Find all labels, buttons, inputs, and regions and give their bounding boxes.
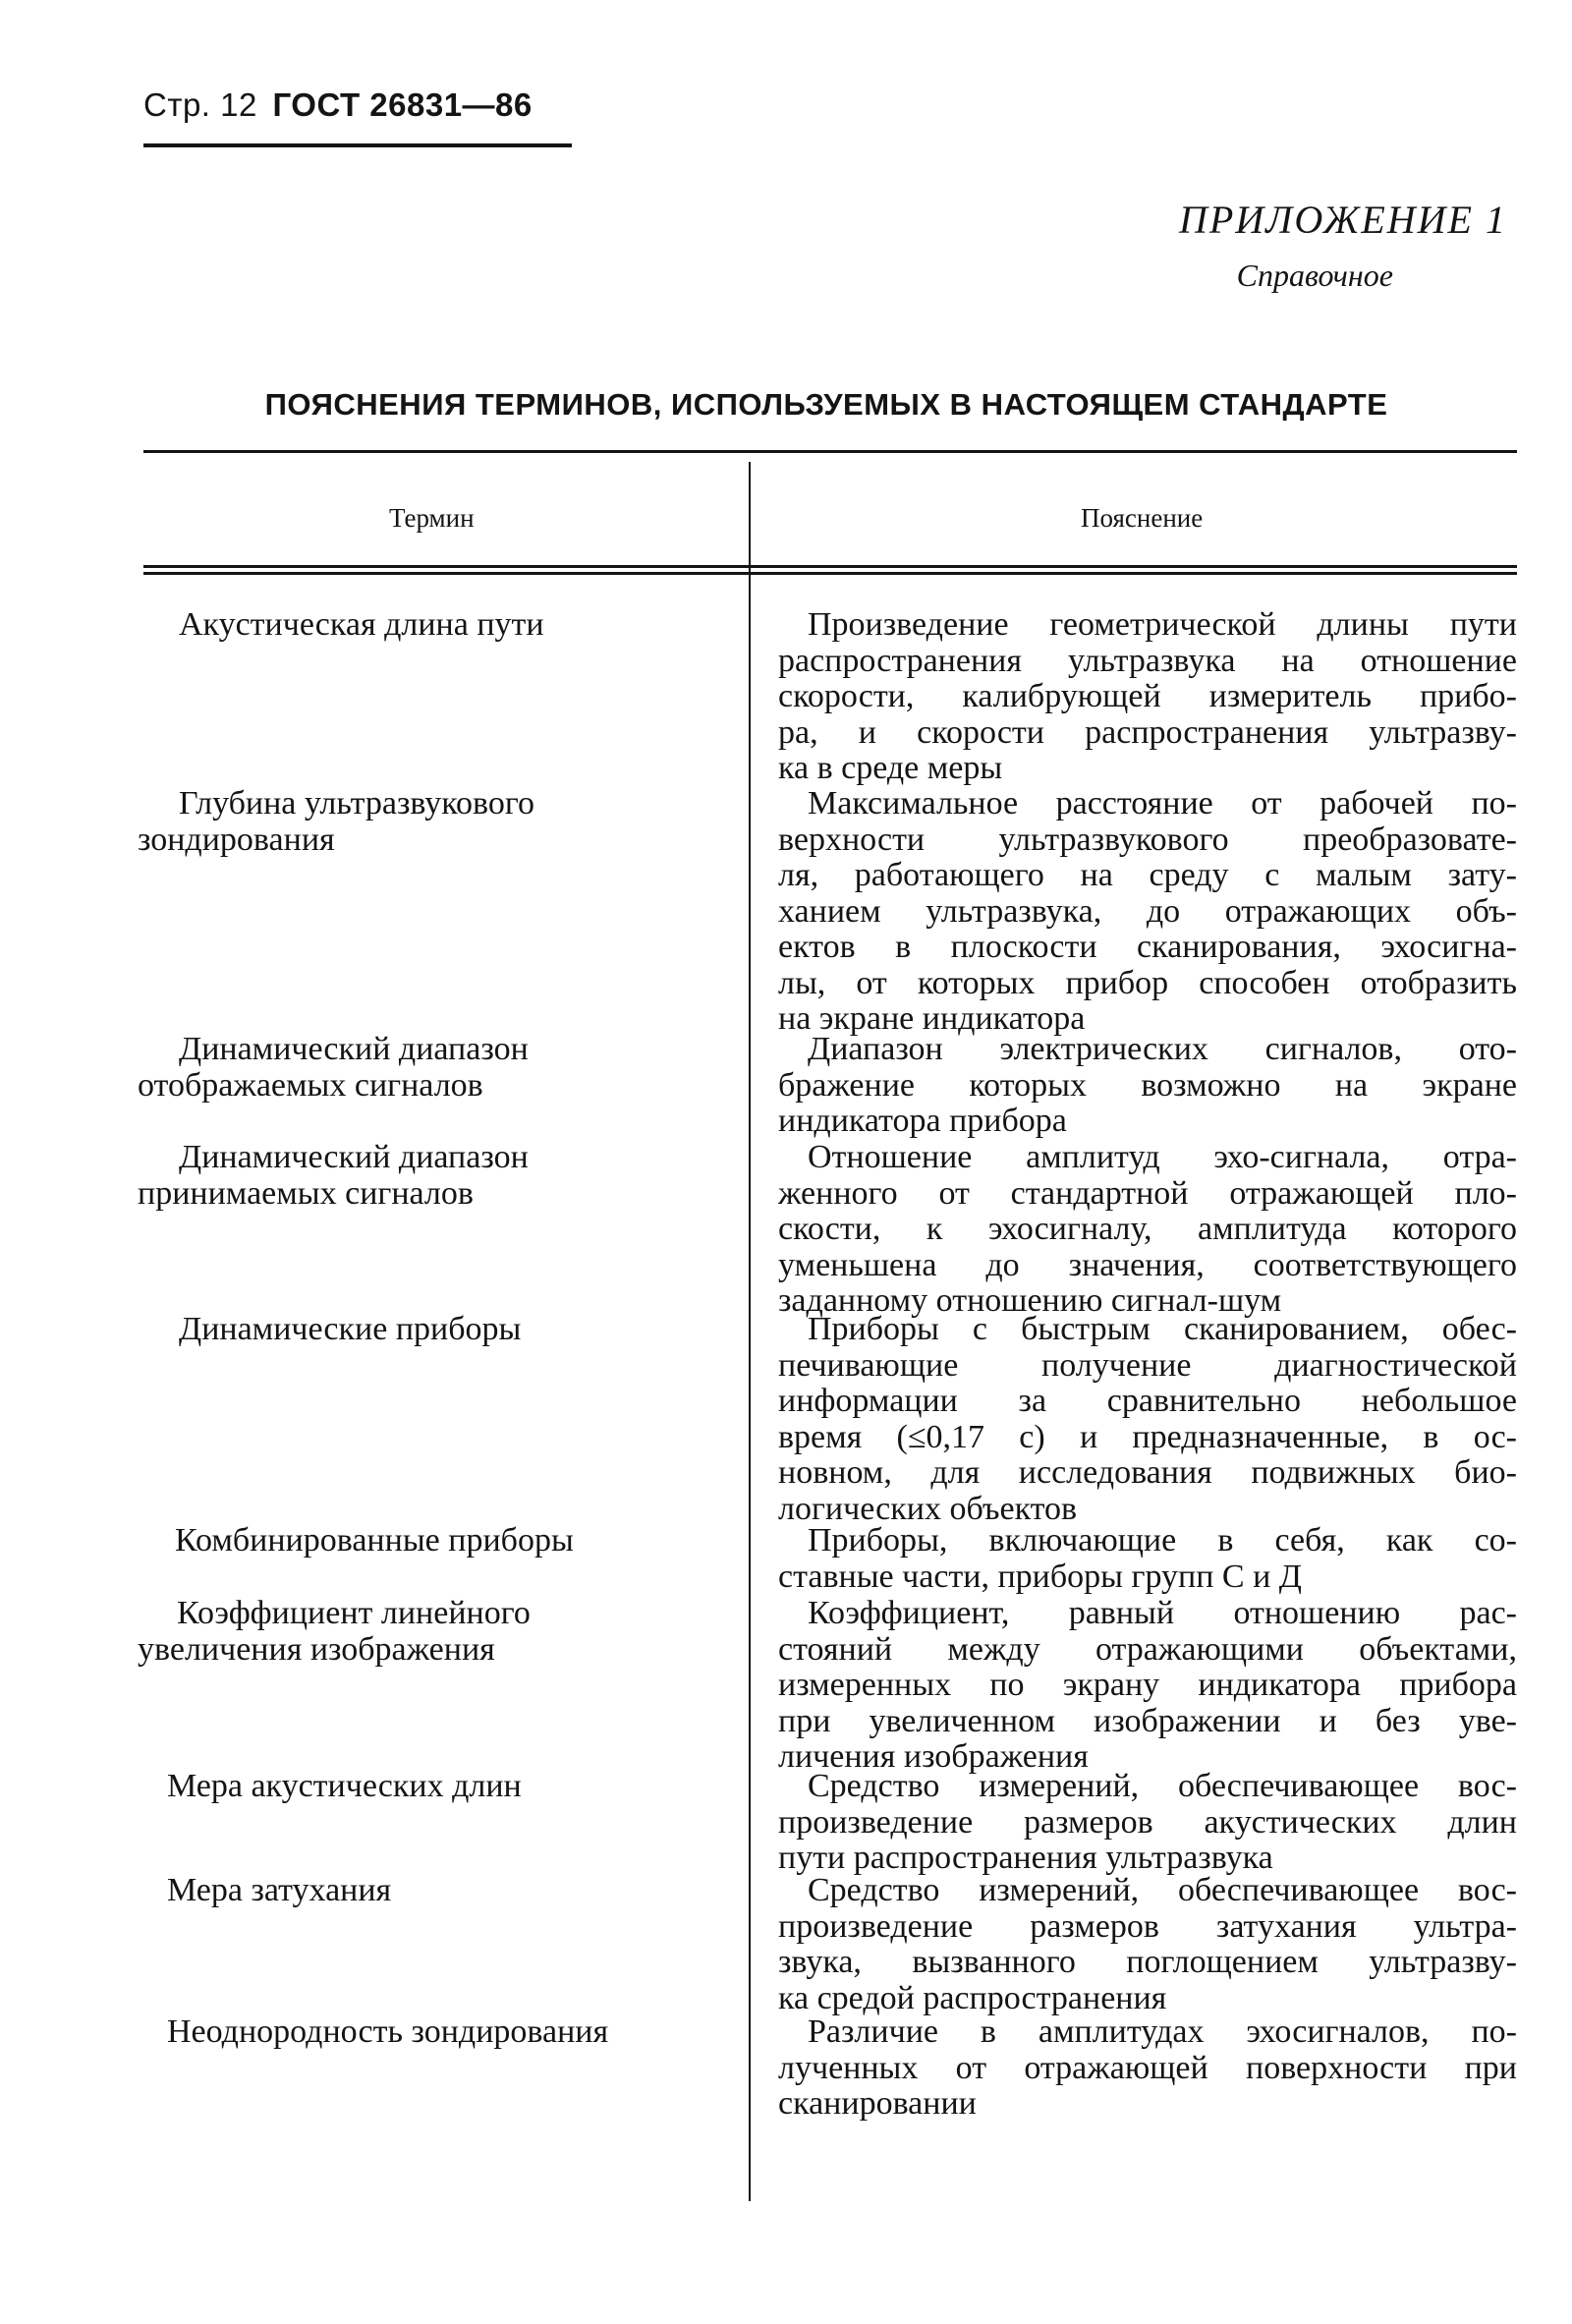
explanation-line: лученных от отражающей поверхности при — [778, 2049, 1517, 2086]
appendix-subtitle: Справочное — [1236, 257, 1393, 293]
explanation-line: измеренных по экрану индикатора прибора — [778, 1667, 1517, 1703]
explanation-line: логических объектов — [778, 1490, 1078, 1527]
explanation-cell — [778, 1032, 1517, 1140]
header-underline — [143, 143, 572, 147]
explanation-line: лы, от которых прибор способен отобразить — [778, 964, 1517, 1001]
explanation-line: звука, вызванного поглощением ультразву- — [778, 1944, 1517, 1980]
explanation-line: Диапазон электрических сигналов, ото- — [808, 1031, 1517, 1067]
explanation-line: Приборы, включающие в себя, как со- — [808, 1522, 1517, 1559]
term-cell — [138, 1873, 727, 1909]
header-double-rule-upper — [143, 565, 1517, 568]
explanation-line: распространения ультразвука на отношение — [778, 642, 1517, 679]
explanation-line: при увеличенном изображении и без уве- — [778, 1702, 1517, 1739]
term-line: отображаемых сигналов — [138, 1066, 483, 1104]
term-line: принимаемых сигналов — [138, 1174, 474, 1212]
term-line: Динамический диапазон — [179, 1139, 529, 1175]
term-cell — [138, 1032, 727, 1104]
explanation-line: ля, работающего на среду с малым зату- — [778, 857, 1517, 893]
explanation-line: печивающие получение диагностической — [778, 1346, 1517, 1384]
explanation-line: Отношение амплитуд эхо-сигнала, отра- — [808, 1139, 1517, 1175]
explanation-line: время (≤0,17 с) и предназначенные, в ос- — [778, 1418, 1517, 1455]
explanation-line: сканировании — [778, 2085, 977, 2122]
term-line: Мера затухания — [167, 1872, 392, 1908]
explanation-cell — [778, 1769, 1517, 1877]
term-cell — [138, 1140, 727, 1212]
term-cell — [138, 1769, 727, 1805]
explanation-line: уменьшена до значения, соответствующего — [778, 1246, 1517, 1283]
header-double-rule-lower — [143, 572, 1517, 575]
column-header-explanation: Пояснение — [1081, 503, 1204, 533]
term-cell — [138, 2014, 727, 2051]
explanation-cell — [778, 1140, 1517, 1320]
explanation-line: заданному отношению сигнал-шум — [778, 1282, 1282, 1319]
explanation-line: скорости, калибрующей измеритель прибо- — [778, 678, 1517, 714]
standard-number: ГОСТ 26831—86 — [272, 86, 533, 123]
explanation-line: ка средой распространения — [778, 1979, 1167, 2016]
term-cell — [138, 1596, 727, 1668]
document-title: ПОЯСНЕНИЯ ТЕРМИНОВ, ИСПОЛЬЗУЕМЫХ В НАСТОЯЩЕМ СТАНДАРТЕ — [264, 387, 1388, 422]
term-cell — [138, 786, 727, 858]
term-line: зондирования — [138, 821, 335, 858]
term-line: Комбинированные приборы — [175, 1522, 574, 1559]
explanation-line: ставные части, приборы групп С и Д — [778, 1558, 1302, 1595]
explanation-cell — [778, 1523, 1517, 1595]
explanation-line: Максимальное расстояние от рабочей по- — [808, 785, 1517, 822]
explanation-line: новном, для исследования подвижных био- — [778, 1454, 1517, 1491]
explanation-line: ка в среде меры — [778, 750, 1003, 786]
term-cell — [138, 1523, 727, 1559]
explanation-line: ханием ультразвука, до отражающих объ- — [778, 892, 1517, 930]
column-divider — [749, 462, 751, 2201]
explanation-line: Коэффициент, равный отношению рас- — [808, 1595, 1517, 1631]
column-header-term: Термин — [389, 503, 475, 533]
explanation-line: верхности ультразвукового преобразовате- — [778, 821, 1517, 858]
term-cell — [138, 1312, 727, 1348]
term-cell — [138, 607, 727, 644]
explanation-line: Средство измерений, обеспечивающее вос- — [808, 1872, 1517, 1908]
term-line: Динамические приборы — [179, 1311, 522, 1347]
explanation-line: Различие в амплитудах эхосигналов, по- — [808, 2013, 1517, 2050]
term-line: Неоднородность зондирования — [167, 2013, 609, 2050]
table-top-rule — [143, 450, 1517, 453]
explanation-line: информации за сравнительно небольшое — [778, 1383, 1517, 1419]
explanation-line: Произведение геометрической длины пути — [808, 606, 1517, 643]
explanation-line: женного от стандартной отражающей пло- — [778, 1174, 1517, 1212]
term-line: Динамический диапазон — [179, 1031, 529, 1067]
explanation-cell — [778, 1873, 1517, 2016]
explanation-cell — [778, 607, 1517, 787]
term-line: Глубина ультразвукового — [179, 785, 534, 822]
explanation-line: произведение размеров затухания ультра- — [778, 1907, 1517, 1945]
explanation-cell — [778, 2014, 1517, 2123]
page-number: Стр. 12 — [143, 86, 257, 123]
explanation-line: бражение которых возможно на экране — [778, 1066, 1517, 1104]
term-line: увеличения изображения — [138, 1630, 495, 1668]
explanation-cell — [778, 1596, 1517, 1776]
page-header — [143, 86, 533, 124]
term-line: Коэффициент линейного — [177, 1595, 531, 1631]
explanation-line: произведение размеров акустических длин — [778, 1803, 1517, 1841]
explanation-line: стояний между отражающими объектами, — [778, 1630, 1517, 1668]
term-line: Мера акустических длин — [167, 1768, 522, 1804]
explanation-line: пути распространения ультразвука — [778, 1840, 1273, 1876]
explanation-cell — [778, 786, 1517, 1038]
explanation-line: на экране индикатора — [778, 1000, 1086, 1037]
appendix-title: ПРИЛОЖЕНИЕ 1 — [1179, 198, 1507, 242]
explanation-line: Приборы с быстрым сканированием, обес- — [808, 1311, 1517, 1347]
explanation-line: личения изображения — [778, 1738, 1089, 1775]
explanation-line: ра, и скорости распространения ультразву- — [778, 713, 1517, 751]
explanation-cell — [778, 1312, 1517, 1527]
term-line: Акустическая длина пути — [179, 606, 544, 643]
explanation-line: индикатора прибора — [778, 1103, 1067, 1139]
explanation-line: ектов в плоскости сканирования, эхосигна- — [778, 929, 1517, 965]
explanation-line: скости, к эхосигналу, амплитуда которого — [778, 1211, 1517, 1247]
explanation-line: Средство измерений, обеспечивающее вос- — [808, 1768, 1517, 1804]
